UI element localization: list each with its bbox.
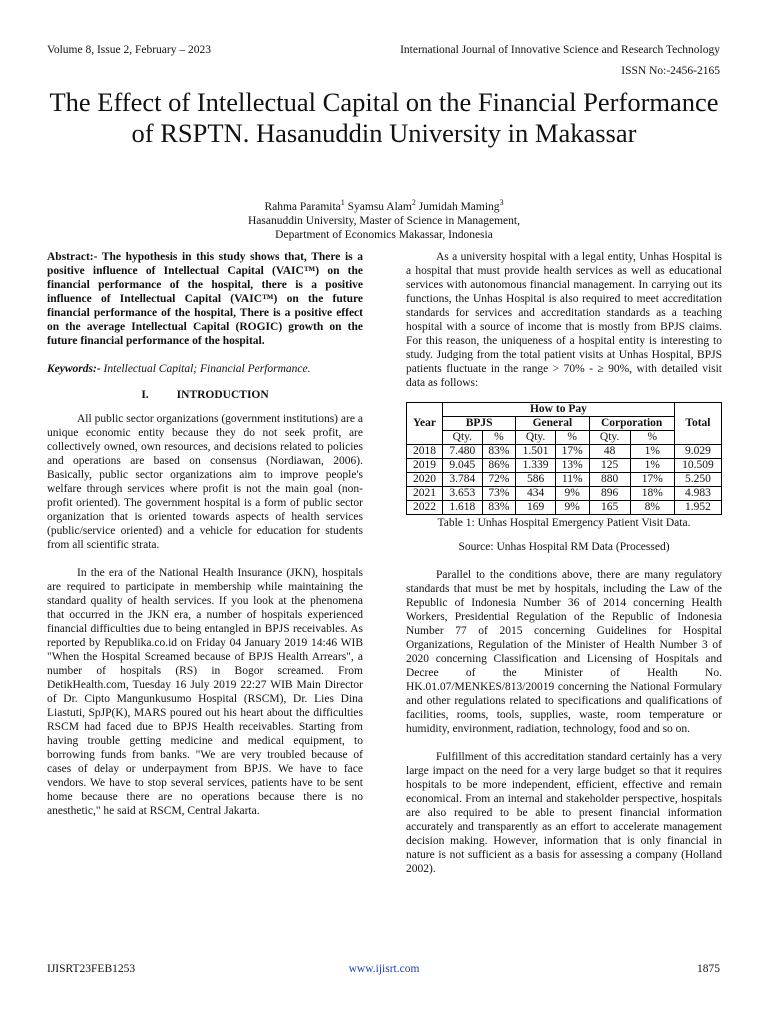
author-names xyxy=(0,196,768,214)
abstract: Abstract:- The hypothesis in this study shows that, There is a positive influence of Intellectual Capital (VAIC™) on the financial performance of the hospital, there is a positive influence of Intellectual Capital (VAIC™) on the future financial performance of the hospital, There is a positive effect on the average Intellectual Capital (ROGIC) growth on the future financial performance of the hospital. xyxy=(47,251,363,347)
author-1-sup: 1 xyxy=(340,198,345,207)
table-cell: 2021 xyxy=(407,487,443,501)
table-cell: 3.784 xyxy=(443,473,483,487)
author-3-sup: 3 xyxy=(499,198,504,207)
affiliation-line-2: Department of Economics Makassar, Indonesia xyxy=(275,228,493,241)
author-block xyxy=(0,196,768,242)
paragraph-1: All public sector organizations (government institutions) are a unique economic entity because they do not seek profit, are collectively owned, own resources, and decisions related to policies and operations are based on consensus (Nordiawan, 2006). Basically, public sector organizations aim to improve people's welfare through services where profit is not the main goal (non-profit oriented). The government hospital is a form of public sector organization that is oriented towards aspects of health services (public/service oriented) and a vehicle for education for students from all scientific strata. xyxy=(47,413,363,551)
table-cell: 86% xyxy=(482,459,516,473)
footer-website-link[interactable]: www.ijisrt.com xyxy=(348,963,420,975)
table-cell: 18% xyxy=(630,487,674,501)
footer-article-id: IJISRT23FEB1253 xyxy=(47,963,136,975)
paragraph-3: As a university hospital with a legal entity, Unhas Hospital is a hospital that must provide health services as well as educational services with autonomous financial management. In carrying out its functions, the Unhas Hospital is also required to meet accreditation standards for services and accreditation standards as a teaching hospital with a source of income that is mostly from BPJS claims. For this reason, the uniqueness of a hospital entity is interesting to study. Judging from the total patient visits at Unhas Hospital, BPJS patients fluctuate in the range > 70% - ≥ 90%, with detailed visit data as follows: xyxy=(406,251,722,389)
table-cell: 10.509 xyxy=(674,459,721,473)
keywords xyxy=(47,362,363,376)
table-source: Source: Unhas Hospital RM Data (Processed) xyxy=(458,541,670,553)
table-cell: 2020 xyxy=(407,473,443,487)
table-cell: 9% xyxy=(555,501,589,515)
table-cell: 73% xyxy=(482,487,516,501)
keywords-label: Keywords:- xyxy=(47,363,101,375)
th-year: Year xyxy=(407,403,443,445)
header-journal: International Journal of Innovative Science and Research Technology xyxy=(400,44,720,56)
table-caption: Table 1: Unhas Hospital Emergency Patient Visit Data. xyxy=(437,517,691,529)
table-cell: 83% xyxy=(482,445,516,459)
table-cell: 125 xyxy=(589,459,630,473)
table-cell: 1.618 xyxy=(443,501,483,515)
header-issn: ISSN No:-2456-2165 xyxy=(621,65,720,77)
th-bpjs: BPJS xyxy=(443,417,516,431)
table-cell: 83% xyxy=(482,501,516,515)
author-2-sup: 2 xyxy=(411,198,416,207)
th-qty: Qty. xyxy=(443,431,483,445)
th-pct: % xyxy=(555,431,589,445)
th-general: General xyxy=(516,417,589,431)
table-cell: 586 xyxy=(516,473,556,487)
table-cell: 17% xyxy=(630,473,674,487)
table-cell: 896 xyxy=(589,487,630,501)
table-cell: 4.983 xyxy=(674,487,721,501)
th-pct: % xyxy=(482,431,516,445)
left-column xyxy=(47,250,363,818)
table-body xyxy=(407,445,722,515)
th-pct: % xyxy=(630,431,674,445)
table-cell: 11% xyxy=(555,473,589,487)
table-cell: 2018 xyxy=(407,445,443,459)
table-row xyxy=(407,501,722,515)
th-qty: Qty. xyxy=(516,431,556,445)
table-cell: 8% xyxy=(630,501,674,515)
table-row xyxy=(407,473,722,487)
table-row xyxy=(407,445,722,459)
th-how-to-pay: How to Pay xyxy=(443,403,675,417)
th-corporation: Corporation xyxy=(589,417,674,431)
table-row xyxy=(407,459,722,473)
paper-title: The Effect of Intellectual Capital on the Financial Performance of RSPTN. Hasanuddin University in Makassar xyxy=(49,87,719,148)
table-cell: 7.480 xyxy=(443,445,483,459)
table-cell: 1.501 xyxy=(516,445,556,459)
table-cell: 1% xyxy=(630,459,674,473)
table-cell: 169 xyxy=(516,501,556,515)
table-cell: 165 xyxy=(589,501,630,515)
table-cell: 1.952 xyxy=(674,501,721,515)
table-cell: 1% xyxy=(630,445,674,459)
keywords-text: Intellectual Capital; Financial Performance. xyxy=(100,363,311,375)
table-cell: 9.029 xyxy=(674,445,721,459)
table-cell: 48 xyxy=(589,445,630,459)
table-cell: 3.653 xyxy=(443,487,483,501)
table-cell: 72% xyxy=(482,473,516,487)
table-cell: 434 xyxy=(516,487,556,501)
author-2: Syamsu Alam xyxy=(344,200,412,213)
table-cell: 880 xyxy=(589,473,630,487)
paragraph-2: In the era of the National Health Insurance (JKN), hospitals are required to participate in membership while maintaining the standard quality of health services. If you look at the phenomena that occurred in the JKN era, a number of hospitals experienced financial difficulties due to being entangled in BPJS receivables. As reported by Republika.co.id on Friday 04 January 2019 14:46 WIB "When the Hospital Screamed because of BPJS Health Arrears", a number of hospitals (RS) in Bogor screamed. From DetikHealth.com, Tuesday 16 July 2019 22:27 WIB Main Director of Dr. Cipto Mangunkusumo Hospital (RSCM), Dr. Lies Dina Liastuti, SpJP(K), MARS poured out his heart about the difficulties RSCM had faced due to BPJS Health receivables. Starting from having trouble getting medicine and medical equipment, to borrowing funds from banks. "We are very troubled because of cases of delay or underpayment from BPJS. We have to face vendors. We have to stop several services, patients have to be sent home because there are no operations because there is no anesthetic," he said at RSCM, Central Jakarta. xyxy=(47,567,363,817)
table-cell: 17% xyxy=(555,445,589,459)
table-cell: 2022 xyxy=(407,501,443,515)
paragraph-5: Fulfillment of this accreditation standard certainly has a very large impact on the need for a very large budget so that it requires hospitals to be more independent, efficient, effective and remain economical. From an internal and stakeholder perspective, hospitals are also required to be able to present financial information accurately and transparently as an effort to accelerate management decision making. However, information that is only financial in nature is not sufficient as a basis for assessing a company (Holland 2002). xyxy=(406,751,722,875)
visit-data-table xyxy=(406,402,722,515)
header-volume: Volume 8, Issue 2, February – 2023 xyxy=(47,44,211,56)
table-cell: 1.339 xyxy=(516,459,556,473)
th-total: Total xyxy=(674,403,721,445)
footer-page-number: 1875 xyxy=(697,963,720,975)
affiliation-line-1: Hasanuddin University, Master of Science in Management, xyxy=(248,214,520,227)
table-cell: 9% xyxy=(555,487,589,501)
author-1: Rahma Paramita xyxy=(264,200,341,213)
table-row xyxy=(407,487,722,501)
paragraph-4: Parallel to the conditions above, there are many regulatory standards that must be met by hospitals, including the Law of the Republic of Indonesia Number 36 of 2014 concerning Health Workers, Presidential Regulation of the Republic of Indonesia Number 77 of 2015 concerning Guidelines for Hospital Organizations, Regulation of the Minister of Health Number 3 of 2020 concerning Classification and Licensing of Hospitals and Decree of the Minister of Health No. HK.01.07/MENKES/813/20019 concerning the National Formulary and other regulations related to specifications and qualifications of facilities, rooms, tools, supplies, waste, room temperature or humidity, environment, radiation, technology, food and so on. xyxy=(406,569,722,735)
table-cell: 2019 xyxy=(407,459,443,473)
table-cell: 5.250 xyxy=(674,473,721,487)
section-title: INTRODUCTION xyxy=(176,389,269,401)
right-column xyxy=(406,250,722,876)
section-heading xyxy=(47,388,363,402)
table-cell: 13% xyxy=(555,459,589,473)
th-qty: Qty. xyxy=(589,431,630,445)
section-number: I. xyxy=(141,389,149,401)
table-cell: 9.045 xyxy=(443,459,483,473)
author-3: Jumidah Maming xyxy=(415,200,500,213)
